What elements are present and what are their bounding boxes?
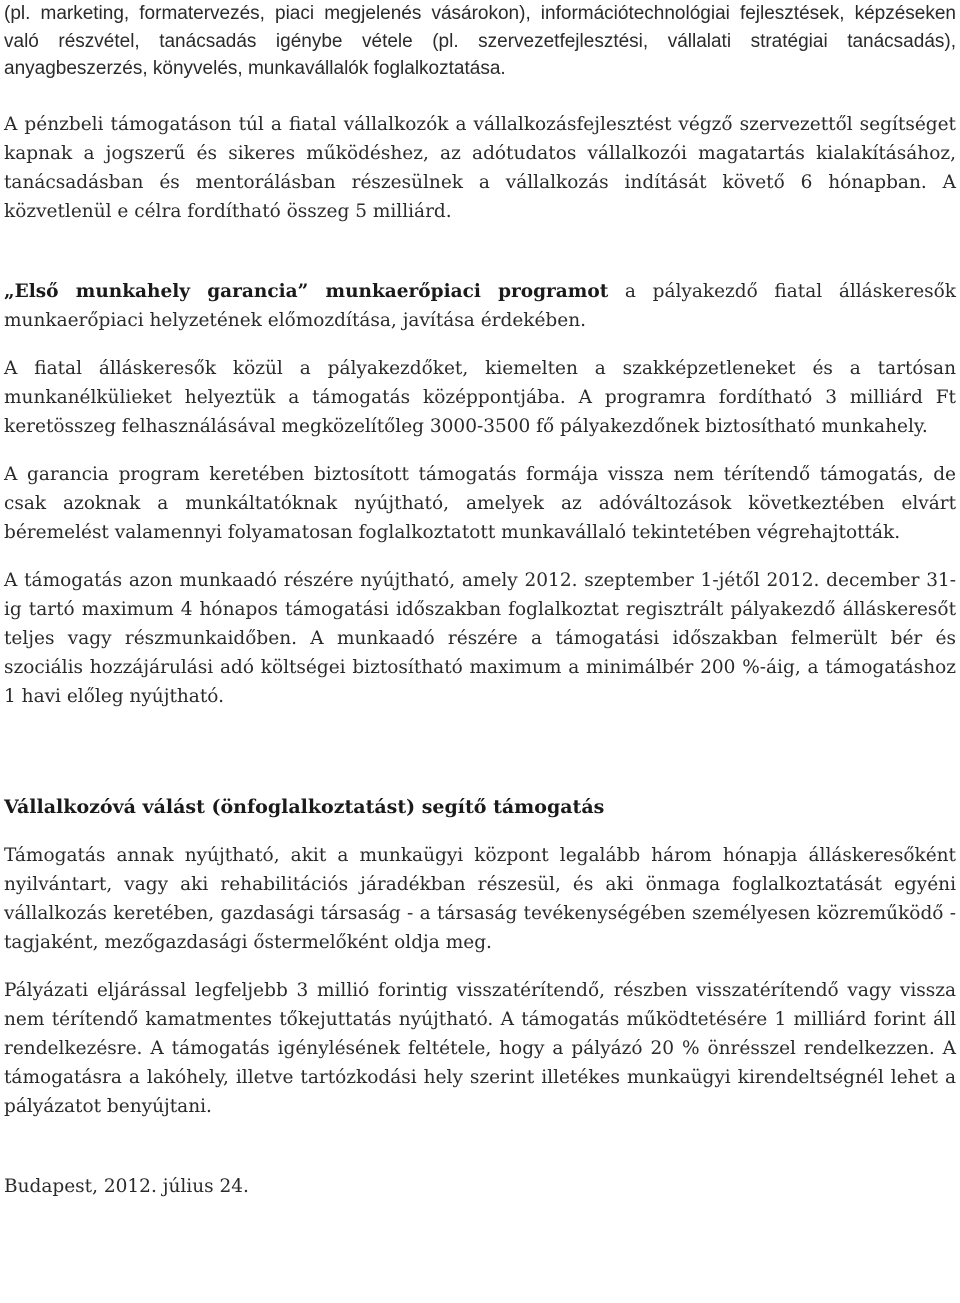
paragraph-garancia-program: A garancia program keretében biztosított támogatás formája vissza nem térítendő támogatás, de csak azoknak a munkáltatóknak nyújtható, amelyek az adóváltozások következtében elvárt béremelést valamennyi folyamatosan foglalkoztatott munkavállaló tekintetében végrehajtották. bbox=[4, 463, 956, 543]
paragraph-tamogatas-annak: Támogatás annak nyújtható, akit a munkaügyi központ legalább három hónapja álláskeresőként nyilvántart, vagy aki rehabilitációs járadékban részesül, és aki önmaga foglalkoztatását egyéni vállalkozás keretében, gazdasági társaság - a társaság tevékenységében személyesen közreműködő - tagjaként, mezőgazdasági őstermelőként oldja meg. bbox=[4, 844, 956, 953]
elso-munkahely-rest: a pályakezdő fiatal álláskeresők munkaerőpiaci helyzetének előmozdítása, javítása érdekében. bbox=[4, 280, 957, 331]
paragraph-fiatal-allaskeresok: A fiatal álláskeresők közül a pályakezdőket, kiemelten a szakképzetleneket és a tartósan munkanélkülieket helyeztük a támogatás középpontjába. A programra fordítható 3 milliárd Ft keretösszeg felhasználásával megközelítőleg 3000-3500 fő pályakezdőnek biztosítható munkahely. bbox=[4, 357, 956, 437]
section-heading: Vállalkozóvá válást (önfoglalkoztatást) segítő támogatás bbox=[4, 795, 605, 818]
intro-continuation-paragraph: (pl. marketing, formatervezés, piaci megjelenés vásárokon), információtechnológiai fejlesztések, képzéseken való részvétel, tanácsadás igénybe vétele (pl. szervezetfejlesztési, vállalati stratégiai tanácsadás), anyagbeszerzés, könyvelés, munkavállalók foglalkoztatása. bbox=[4, 3, 956, 79]
paragraph-tamogatas-munkaado: A támogatás azon munkaadó részére nyújtható, amely 2012. szeptember 1-jétől 2012. december 31-ig tartó maximum 4 hónapos támogatási időszakban foglalkoztat regisztrált pályakezdő álláskeresőt teljes vagy részmunkaidőben. A munkaadó részére a támogatási időszakban felmerült bér és szociális hozzájárulási adó költségei biztosítható maximum a minimálbér 200 %-áig, a támogatáshoz 1 havi előleg nyújtható. bbox=[4, 569, 956, 707]
paragraph-elso-munkahely bbox=[4, 277, 956, 335]
paragraph-palyazati-eljaras: Pályázati eljárással legfeljebb 3 millió forintig visszatérítendő, részben visszatérítendő vagy vissza nem térítendő kamatmentes tőkejuttatás nyújtható. A támogatás működtetésére 1 milliárd forint áll rendelkezésre. A támogatás igénylésének feltétele, hogy a pályázó 20 % önrésszel rendelkezzen. A támogatásra a lakóhely, illetve tartózkodási hely szerint illetékes munkaügyi kirendeltségnél lehet a pályázatot benyújtani. bbox=[4, 979, 956, 1117]
signoff-date: Budapest, 2012. július 24. bbox=[4, 1175, 249, 1197]
paragraph-penzbeli-tamogatas: A pénzbeli támogatáson túl a fiatal vállalkozók a vállalkozásfejlesztést végző szervezettől segítséget kapnak a jogszerű és sikeres működéshez, az adótudatos vállalkozói magatartás kialakításához, tanácsadásban és mentorálásban részesülnek a vállalkozás indítását követő 6 hónapban. A közvetlenül e célra fordítható összeg 5 milliárd. bbox=[4, 113, 956, 222]
document-page bbox=[4, 0, 956, 1201]
elso-munkahely-bold-lead: „Első munkahely garancia” munkaerőpiaci programot bbox=[4, 280, 609, 302]
